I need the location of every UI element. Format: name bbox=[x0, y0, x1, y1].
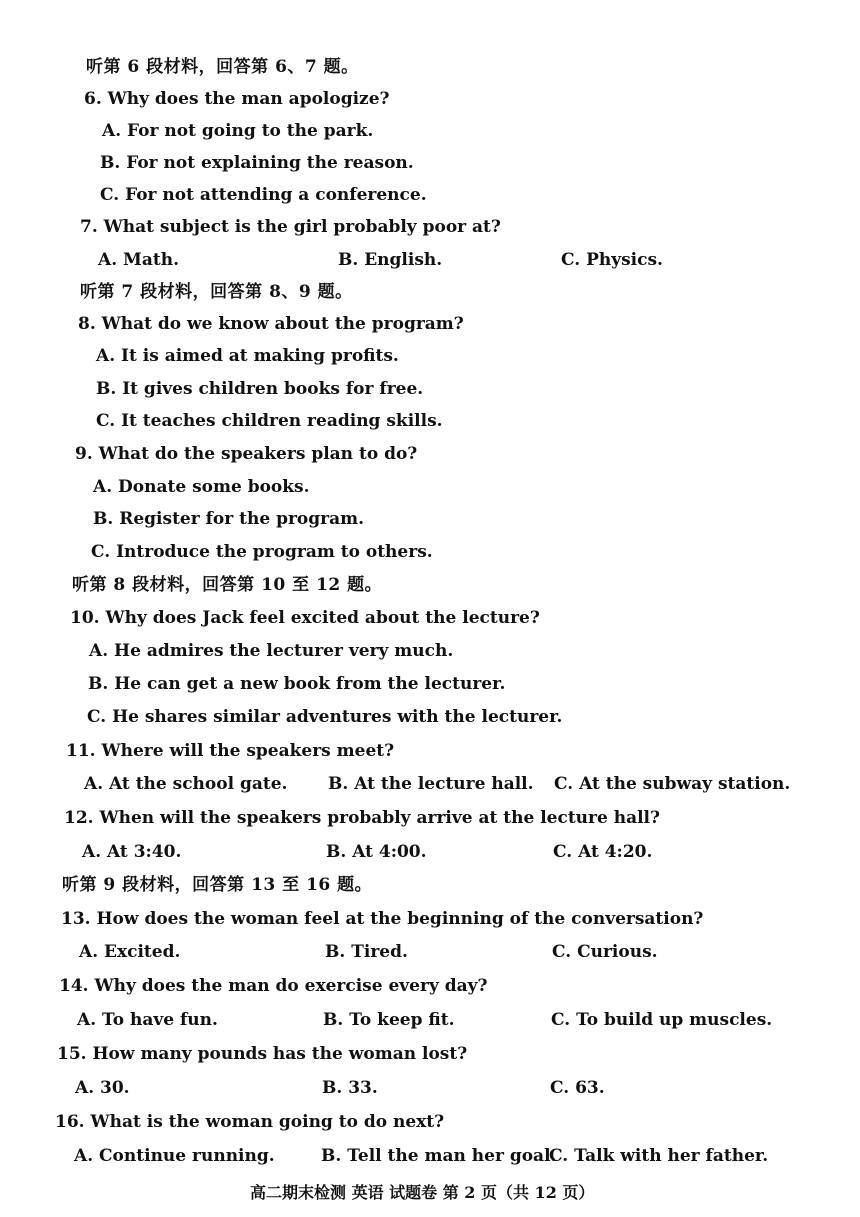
question-8-option-a: A. It is aimed at making profits. bbox=[96, 346, 399, 366]
question-16-option-a: A. Continue running. bbox=[74, 1146, 275, 1166]
question-14-option-c: C. To build up muscles. bbox=[551, 1010, 773, 1030]
question-16-option-c: C. Talk with her father. bbox=[549, 1146, 769, 1166]
question-6-stem: 6. Why does the man apologize? bbox=[84, 89, 390, 109]
question-11-option-b: B. At the lecture hall. bbox=[328, 774, 534, 794]
question-12-option-c: C. At 4:20. bbox=[553, 842, 653, 862]
question-12-stem: 12. When will the speakers probably arrive at the lecture hall? bbox=[64, 808, 660, 828]
question-16-option-b: B. Tell the man her goal. bbox=[321, 1146, 557, 1166]
question-9-option-a: A. Donate some books. bbox=[93, 477, 310, 497]
question-13-option-b: B. Tired. bbox=[325, 942, 408, 962]
question-6-option-b: B. For not explaining the reason. bbox=[100, 153, 414, 173]
question-12-option-a: A. At 3:40. bbox=[82, 842, 182, 862]
question-6-option-a: A. For not going to the park. bbox=[102, 121, 374, 141]
question-8-option-b: B. It gives children books for free. bbox=[96, 379, 424, 399]
question-11-stem: 11. Where will the speakers meet? bbox=[66, 741, 395, 761]
question-9-stem: 9. What do the speakers plan to do? bbox=[75, 444, 418, 464]
question-7-option-b: B. English. bbox=[338, 250, 443, 270]
question-14-option-a: A. To have fun. bbox=[77, 1010, 218, 1030]
section-heading-8: 听第 8 段材料，回答第 10 至 12 题。 bbox=[72, 575, 383, 595]
question-13-stem: 13. How does the woman feel at the beginning of the conversation? bbox=[61, 909, 704, 929]
question-10-option-a: A. He admires the lecturer very much. bbox=[89, 641, 454, 661]
question-10-option-c: C. He shares similar adventures with the lecturer. bbox=[87, 707, 563, 727]
section-heading-7: 听第 7 段材料，回答第 8、9 题。 bbox=[80, 282, 353, 302]
question-10-option-b: B. He can get a new book from the lecturer. bbox=[88, 674, 506, 694]
question-14-stem: 14. Why does the man do exercise every day? bbox=[59, 976, 488, 996]
question-9-option-b: B. Register for the program. bbox=[93, 509, 365, 529]
question-7-option-c: C. Physics. bbox=[561, 250, 663, 270]
question-9-option-c: C. Introduce the program to others. bbox=[91, 542, 433, 562]
question-12-option-b: B. At 4:00. bbox=[326, 842, 427, 862]
question-10-stem: 10. Why does Jack feel excited about the lecture? bbox=[70, 608, 540, 628]
question-15-option-c: C. 63. bbox=[550, 1078, 605, 1098]
question-13-option-a: A. Excited. bbox=[79, 942, 181, 962]
question-11-option-c: C. At the subway station. bbox=[554, 774, 791, 794]
question-15-option-b: B. 33. bbox=[322, 1078, 378, 1098]
section-heading-6: 听第 6 段材料，回答第 6、7 题。 bbox=[86, 57, 359, 77]
section-heading-9: 听第 9 段材料，回答第 13 至 16 题。 bbox=[62, 875, 373, 895]
page-footer: 高二期末检测 英语 试题卷 第 2 页（共 12 页） bbox=[250, 1183, 595, 1202]
question-16-stem: 16. What is the woman going to do next? bbox=[55, 1112, 445, 1132]
question-15-stem: 15. How many pounds has the woman lost? bbox=[57, 1044, 468, 1064]
question-7-option-a: A. Math. bbox=[98, 250, 179, 270]
question-15-option-a: A. 30. bbox=[75, 1078, 130, 1098]
question-11-option-a: A. At the school gate. bbox=[84, 774, 288, 794]
question-7-stem: 7. What subject is the girl probably poor at? bbox=[80, 217, 501, 237]
question-13-option-c: C. Curious. bbox=[552, 942, 658, 962]
question-6-option-c: C. For not attending a conference. bbox=[100, 185, 427, 205]
question-8-stem: 8. What do we know about the program? bbox=[78, 314, 464, 334]
question-8-option-c: C. It teaches children reading skills. bbox=[96, 411, 443, 431]
question-14-option-b: B. To keep fit. bbox=[323, 1010, 455, 1030]
